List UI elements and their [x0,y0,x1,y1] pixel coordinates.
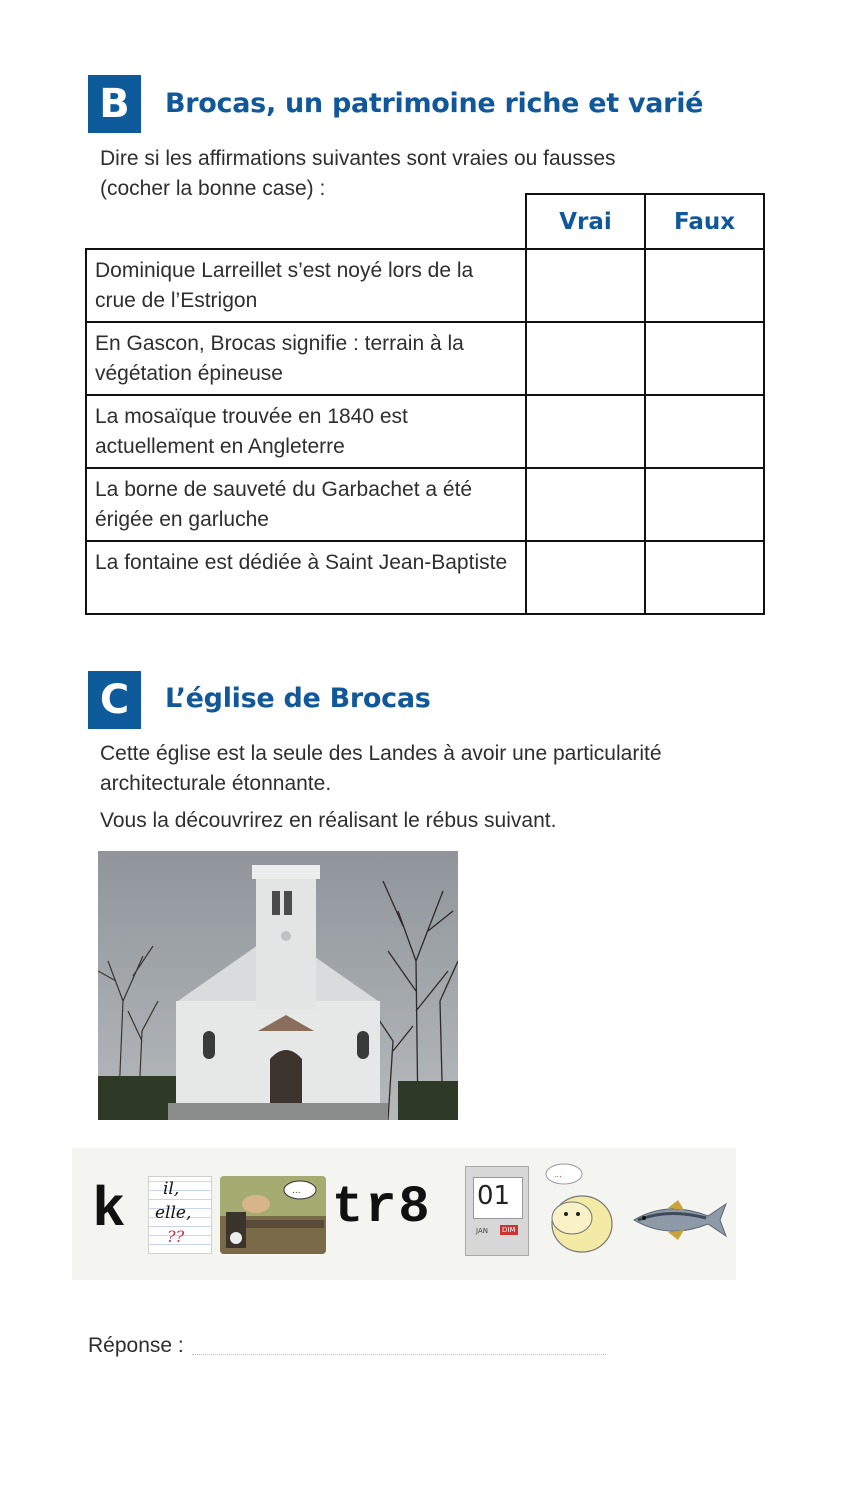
answer-label: Réponse : [88,1334,184,1357]
statement-cell [86,395,526,468]
pronoun-il: il, [163,1179,180,1199]
faux-checkbox[interactable] [645,541,764,614]
statement-line: La borne de sauveté du Garbachet a été [95,478,473,501]
vrai-checkbox[interactable] [526,322,645,395]
table-row [86,468,764,541]
statement-line: actuellement en Angleterre [95,435,345,458]
rebus-cartoon-image [220,1176,326,1254]
section-c-intro [100,739,662,799]
table-row [86,249,764,322]
header-vrai: Vrai [526,194,645,249]
section-c-instruction: Vous la découvrirez en réalisant le rébus suivant. [100,809,557,832]
church-photo [98,851,458,1120]
faux-checkbox[interactable] [645,249,764,322]
table-row [86,541,764,614]
vrai-checkbox[interactable] [526,541,645,614]
true-false-table [85,193,765,615]
rebus-letter-k: k [92,1178,126,1242]
statement-line: érigée en garluche [95,508,269,531]
vrai-checkbox[interactable] [526,395,645,468]
faux-checkbox[interactable] [645,322,764,395]
statement-cell [86,468,526,541]
faux-checkbox[interactable] [645,468,764,541]
section-b-title: Brocas, un patrimoine riche et varié [165,88,704,119]
speech-dots: ... [292,1186,301,1196]
vrai-checkbox[interactable] [526,468,645,541]
rebus-text-tr8: tr8 [332,1178,432,1237]
table-row [86,395,764,468]
statement-line: La mosaïque trouvée en 1840 est [95,405,408,428]
calendar-day: 01 [477,1181,511,1211]
instruction-line-1: Dire si les affirmations suivantes sont vraies ou fausses [100,147,616,170]
sheep-dots: ... [554,1170,562,1179]
vrai-checkbox[interactable] [526,249,645,322]
statement-cell [86,322,526,395]
statement-cell [86,249,526,322]
table-header-row [86,194,764,249]
instruction-line-2: (cocher la bonne case) : [100,177,326,200]
statement-line: Dominique Larreillet s’est noyé lors de la [95,259,474,282]
statement-line: crue de l’Estrigon [95,289,258,312]
section-b-badge [88,75,141,133]
statement-cell [86,541,526,614]
pronoun-elle: elle, [155,1203,192,1223]
statement-line: En Gascon, Brocas signifie : terrain à la [95,332,464,355]
rebus-calendar-icon [465,1166,529,1256]
section-b-letter: B [99,81,130,127]
statement-line: La fontaine est dédiée à Saint Jean-Baptiste [95,551,508,574]
pronoun-question: ?? [167,1227,185,1246]
answer-input-line[interactable] [192,1354,606,1355]
rebus-tuna-image [628,1194,732,1246]
calendar-weekday: DIM [502,1226,516,1234]
section-c-title: L’église de Brocas [165,683,431,714]
statement-line: végétation épineuse [95,362,283,385]
header-faux: Faux [645,194,764,249]
rebus-pronouns-card [148,1176,212,1254]
table-row [86,322,764,395]
header-blank-cell [86,194,526,249]
faux-checkbox[interactable] [645,395,764,468]
intro-line-2: architecturale étonnante. [100,772,332,795]
calendar-month: JAN [476,1227,488,1235]
rebus-sheep-image [542,1160,614,1256]
section-c-letter: C [99,677,130,723]
section-c-badge [88,671,141,729]
intro-line-1: Cette église est la seule des Landes à avoir une particularité [100,742,662,765]
rebus-strip [72,1148,736,1280]
